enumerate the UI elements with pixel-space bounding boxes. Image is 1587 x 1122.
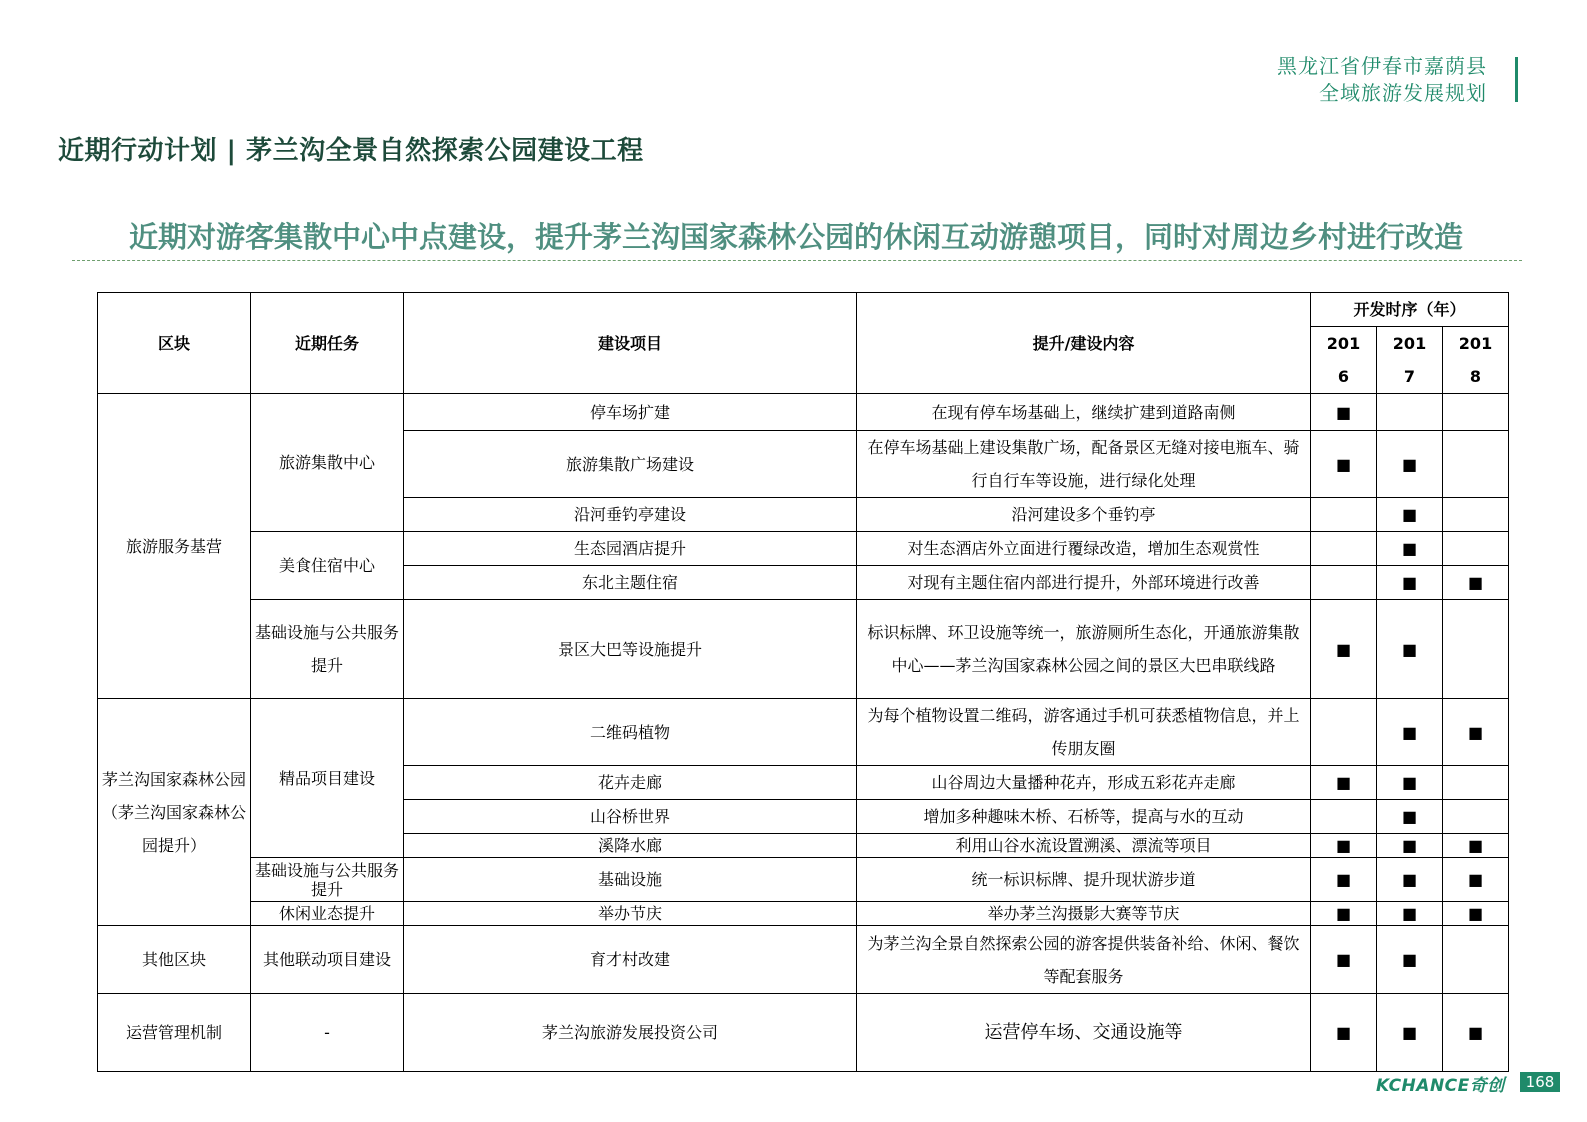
mark-2018: ■ [1443, 902, 1509, 926]
project-cell: 停车场扩建 [404, 394, 857, 431]
mark-2017 [1377, 394, 1443, 431]
mark-2018: ■ [1443, 699, 1509, 766]
mark-2018 [1443, 766, 1509, 800]
content-cell: 举办茅兰沟摄影大赛等节庆 [857, 902, 1311, 926]
header-year-2017: 2017 [1377, 327, 1443, 394]
content-cell: 在停车场基础上建设集散广场，配备景区无缝对接电瓶车、骑行自行车等设施，进行绿化处理 [857, 431, 1311, 498]
mark-2017: ■ [1377, 699, 1443, 766]
mark-2017: ■ [1377, 431, 1443, 498]
project-cell: 茅兰沟旅游发展投资公司 [404, 994, 857, 1072]
task-cell: 基础设施与公共服务提升 [251, 858, 404, 902]
project-cell: 育才村改建 [404, 926, 857, 994]
mark-2018 [1443, 431, 1509, 498]
header-content: 提升/建设内容 [857, 293, 1311, 394]
mark-2017: ■ [1377, 994, 1443, 1072]
brand-logo: KCHANCE奇创 [1376, 1076, 1505, 1096]
block-cell: 旅游服务基营 [98, 394, 251, 699]
mark-2016: ■ [1311, 902, 1377, 926]
org-accent-bar [1515, 57, 1518, 102]
table-row [98, 994, 1509, 1072]
mark-2017: ■ [1377, 834, 1443, 858]
mark-2018 [1443, 926, 1509, 994]
project-cell: 山谷桥世界 [404, 800, 857, 834]
header-task: 近期任务 [251, 293, 404, 394]
content-cell: 标识标牌、环卫设施等统一，旅游厕所生态化，开通旅游集散中心——茅兰沟国家森林公园之间的景区大巴串联线路 [857, 600, 1311, 699]
mark-2016 [1311, 498, 1377, 532]
header-schedule: 开发时序（年） [1311, 293, 1509, 327]
block-cell: 运营管理机制 [98, 994, 251, 1072]
header-year-2016: 2016 [1311, 327, 1377, 394]
project-cell: 东北主题住宿 [404, 566, 857, 600]
mark-2018: ■ [1443, 994, 1509, 1072]
content-cell: 对生态酒店外立面进行覆绿改造，增加生态观赏性 [857, 532, 1311, 566]
mark-2016: ■ [1311, 394, 1377, 431]
mark-2017: ■ [1377, 800, 1443, 834]
task-cell: 美食住宿中心 [251, 532, 404, 600]
action-plan-table [97, 292, 1509, 1072]
project-cell: 二维码植物 [404, 699, 857, 766]
content-cell: 运营停车场、交通设施等 [857, 994, 1311, 1072]
project-cell: 生态园酒店提升 [404, 532, 857, 566]
task-cell: - [251, 994, 404, 1072]
headline-divider [72, 260, 1522, 261]
mark-2016: ■ [1311, 600, 1377, 699]
content-cell: 统一标识标牌、提升现状游步道 [857, 858, 1311, 902]
table-row [98, 926, 1509, 994]
organization-title [1277, 53, 1487, 107]
mark-2018 [1443, 394, 1509, 431]
project-cell: 花卉走廊 [404, 766, 857, 800]
mark-2016: ■ [1311, 994, 1377, 1072]
task-cell: 其他联动项目建设 [251, 926, 404, 994]
mark-2018: ■ [1443, 834, 1509, 858]
mark-2017: ■ [1377, 532, 1443, 566]
mark-2016: ■ [1311, 766, 1377, 800]
mark-2017: ■ [1377, 926, 1443, 994]
content-cell: 在现有停车场基础上，继续扩建到道路南侧 [857, 394, 1311, 431]
mark-2016: ■ [1311, 858, 1377, 902]
task-cell: 基础设施与公共服务提升 [251, 600, 404, 699]
table-row [98, 858, 1509, 902]
mark-2018 [1443, 600, 1509, 699]
block-cell: 茅兰沟国家森林公园（茅兰沟国家森林公园提升） [98, 699, 251, 926]
mark-2016 [1311, 800, 1377, 834]
mark-2016 [1311, 532, 1377, 566]
mark-2017: ■ [1377, 498, 1443, 532]
task-cell: 休闲业态提升 [251, 902, 404, 926]
table-row [98, 394, 1509, 431]
mark-2016: ■ [1311, 431, 1377, 498]
section-title: 近期行动计划 | 茅兰沟全景自然探索公园建设工程 [58, 136, 644, 166]
project-cell: 沿河垂钓亭建设 [404, 498, 857, 532]
content-cell: 增加多种趣味木桥、石桥等，提高与水的互动 [857, 800, 1311, 834]
mark-2017: ■ [1377, 566, 1443, 600]
mark-2016 [1311, 566, 1377, 600]
task-cell: 精品项目建设 [251, 699, 404, 858]
project-cell: 基础设施 [404, 858, 857, 902]
mark-2018 [1443, 532, 1509, 566]
block-cell: 其他区块 [98, 926, 251, 994]
task-cell: 旅游集散中心 [251, 394, 404, 532]
headline: 近期对游客集散中心中点建设，提升茅兰沟国家森林公园的休闲互动游憩项目，同时对周边乡村进行改造 [128, 220, 1463, 254]
mark-2018: ■ [1443, 566, 1509, 600]
table-row [98, 902, 1509, 926]
content-cell: 为茅兰沟全景自然探索公园的游客提供装备补给、休闲、餐饮等配套服务 [857, 926, 1311, 994]
org-line-2: 全域旅游发展规划 [1319, 81, 1487, 105]
mark-2016 [1311, 699, 1377, 766]
mark-2018: ■ [1443, 858, 1509, 902]
content-cell: 为每个植物设置二维码，游客通过手机可获悉植物信息，并上传朋友圈 [857, 699, 1311, 766]
header-year-2018: 2018 [1443, 327, 1509, 394]
org-line-1: 黑龙江省伊春市嘉荫县 [1277, 54, 1487, 78]
mark-2018 [1443, 498, 1509, 532]
header-project: 建设项目 [404, 293, 857, 394]
project-cell: 景区大巴等设施提升 [404, 600, 857, 699]
content-cell: 山谷周边大量播种花卉，形成五彩花卉走廊 [857, 766, 1311, 800]
mark-2016: ■ [1311, 926, 1377, 994]
page-number: 168 [1520, 1072, 1560, 1092]
mark-2017: ■ [1377, 858, 1443, 902]
mark-2017: ■ [1377, 902, 1443, 926]
mark-2018 [1443, 800, 1509, 834]
table-header-row [98, 293, 1509, 327]
content-cell: 利用山谷水流设置溯溪、漂流等项目 [857, 834, 1311, 858]
mark-2016: ■ [1311, 834, 1377, 858]
content-cell: 对现有主题住宿内部进行提升，外部环境进行改善 [857, 566, 1311, 600]
project-cell: 举办节庆 [404, 902, 857, 926]
table-row [98, 600, 1509, 699]
table-row [98, 532, 1509, 566]
project-cell: 旅游集散广场建设 [404, 431, 857, 498]
header-block: 区块 [98, 293, 251, 394]
content-cell: 沿河建设多个垂钓亭 [857, 498, 1311, 532]
mark-2017: ■ [1377, 766, 1443, 800]
table-row [98, 699, 1509, 766]
project-cell: 溪降水廊 [404, 834, 857, 858]
mark-2017: ■ [1377, 600, 1443, 699]
